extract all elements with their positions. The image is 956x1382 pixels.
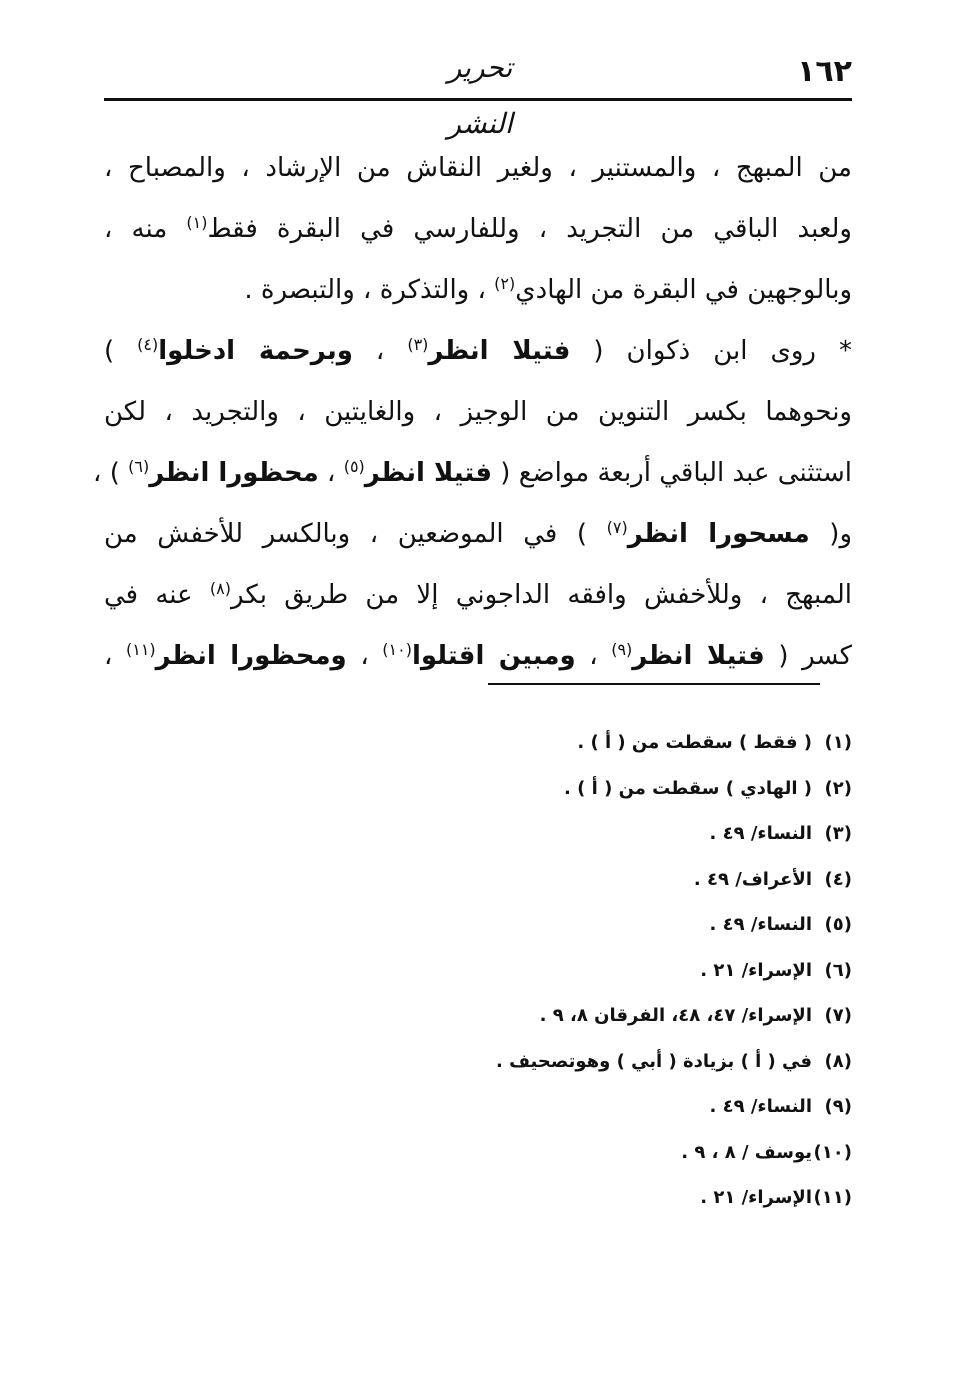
text-run: ) ، — [93, 458, 129, 488]
text-run: عنه في — [104, 580, 210, 610]
text-run: من المبهج ، والمستنير ، ولغير النقاش من الإرشاد ، والمصباح ، — [104, 153, 852, 183]
footnote-text: الإسراء/ ٤٧، ٤٨، الفرقان ٨، ٩ . — [539, 1005, 812, 1026]
footnote-ref-6[interactable]: (٦) — [128, 457, 150, 476]
footnote-item — [104, 1084, 852, 1130]
footnote-ref-9[interactable]: (٩) — [611, 640, 633, 659]
footnote-number: (٢) — [824, 777, 852, 799]
text-run: ، — [318, 458, 344, 488]
text-run: كسر ( — [764, 641, 853, 671]
footnote-number: (٣) — [824, 823, 852, 844]
footnote-item — [104, 1039, 852, 1085]
footnote-item — [104, 766, 852, 812]
text-line-1 — [104, 138, 852, 199]
text-run: ، — [346, 641, 383, 671]
quran-phrase: فتيلا انظر — [364, 458, 493, 488]
text-line-9 — [104, 626, 852, 687]
footnote-item — [104, 857, 852, 903]
quran-phrase: محظورا انظر — [149, 458, 319, 488]
page-number: ١٦٢ — [797, 54, 852, 89]
footnote-number: (٧) — [824, 1005, 852, 1026]
quran-phrase: ومبين اقتلوا — [411, 641, 576, 671]
quran-phrase: فتيلا انظر — [632, 641, 765, 671]
footnote-number: (٨) — [824, 1050, 852, 1072]
footnote-item — [104, 993, 852, 1039]
text-run: ونحوهما بكسر التنوين من الوجيز ، والغايتين ، والتجريد ، لكن — [104, 397, 852, 427]
text-run: ) — [104, 336, 138, 366]
quran-phrase: فتيلا انظر — [428, 336, 571, 366]
text-run: ، — [104, 641, 126, 671]
text-line-7 — [104, 504, 852, 565]
text-line-5 — [104, 382, 852, 443]
footnote-number: (٤) — [824, 868, 852, 890]
footnote-text: ( فقط ) سقطت من ( أ ) . — [577, 732, 812, 753]
footnote-item — [104, 1175, 852, 1221]
footnote-ref-2[interactable]: (٢) — [494, 274, 516, 293]
footnote-text: النساء/ ٤٩ . — [709, 823, 812, 844]
footnote-item — [104, 720, 852, 766]
footnote-text: الإسراء/ ٢١ . — [700, 959, 812, 981]
footnote-ref-1[interactable]: (١) — [186, 213, 208, 232]
footnotes-list — [104, 720, 852, 1221]
text-run: ولعبد الباقي من التجريد ، وللفارسي في البقرة فقط — [207, 214, 852, 244]
footnote-item — [104, 902, 852, 948]
footnote-text: يوسف / ٨ ، ٩ . — [681, 1141, 812, 1163]
footnote-ref-5[interactable]: (٥) — [343, 457, 365, 476]
text-run: ، — [575, 641, 612, 671]
text-run: المبهج ، وللأخفش وافقه الداجوني إلا من طريق بكر — [231, 580, 853, 610]
text-line-3 — [104, 260, 852, 321]
footnote-text: الإسراء/ ٢١ . — [700, 1187, 812, 1208]
footnote-text: في ( أ ) بزيادة ( أبي ) وهوتصحيف . — [496, 1050, 812, 1072]
footnote-number: (١١) — [813, 1187, 852, 1208]
text-line-4 — [104, 321, 852, 382]
footnote-ref-11[interactable]: (١١) — [125, 640, 156, 659]
footnote-separator — [488, 683, 820, 685]
text-line-8 — [104, 565, 852, 626]
footnote-number: (١) — [824, 732, 852, 753]
footnote-item — [104, 811, 852, 857]
footnote-number: (١٠) — [813, 1141, 852, 1163]
text-run: ) في الموضعين ، وبالكسر للأخفش من — [104, 519, 607, 549]
footnote-number: (٦) — [824, 959, 852, 981]
footnote-number: (٩) — [824, 1096, 852, 1117]
text-run: ، — [352, 336, 408, 366]
text-run: و( — [809, 519, 852, 549]
text-line-2 — [104, 199, 852, 260]
running-title: تحرير النشر — [447, 51, 513, 140]
footnote-text: ( الهادي ) سقطت من ( أ ) . — [564, 777, 812, 799]
text-run: ، والتذكرة ، والتبصرة . — [244, 275, 495, 305]
footnote-text: الأعراف/ ٤٩ . — [693, 868, 812, 890]
footnote-ref-4[interactable]: (٤) — [137, 335, 159, 354]
quran-phrase: وبرحمة ادخلوا — [158, 336, 353, 366]
footnote-item — [104, 948, 852, 994]
text-run: منه ، — [104, 214, 187, 244]
footnote-ref-3[interactable]: (٣) — [407, 335, 429, 354]
header-rule — [104, 98, 852, 101]
text-run: وبالوجهين في البقرة من الهادي — [515, 275, 852, 305]
quran-phrase: ومحظورا انظر — [155, 641, 347, 671]
footnote-text: النساء/ ٤٩ . — [709, 1096, 812, 1117]
quran-phrase: مسحورا انظر — [627, 519, 810, 549]
footnote-ref-10[interactable]: (١٠) — [382, 640, 412, 659]
footnote-ref-7[interactable]: (٧) — [606, 518, 628, 537]
footnote-number: (٥) — [824, 914, 852, 935]
footnote-text: النساء/ ٤٩ . — [709, 914, 812, 935]
text-run: استثنى عبد الباقي أربعة مواضع ( — [492, 458, 852, 488]
text-line-6 — [93, 443, 852, 504]
text-run: * روى ابن ذكوان ( — [570, 336, 852, 366]
main-text — [93, 138, 853, 687]
footnote-item — [104, 1130, 852, 1176]
footnote-ref-8[interactable]: (٨) — [209, 579, 232, 598]
